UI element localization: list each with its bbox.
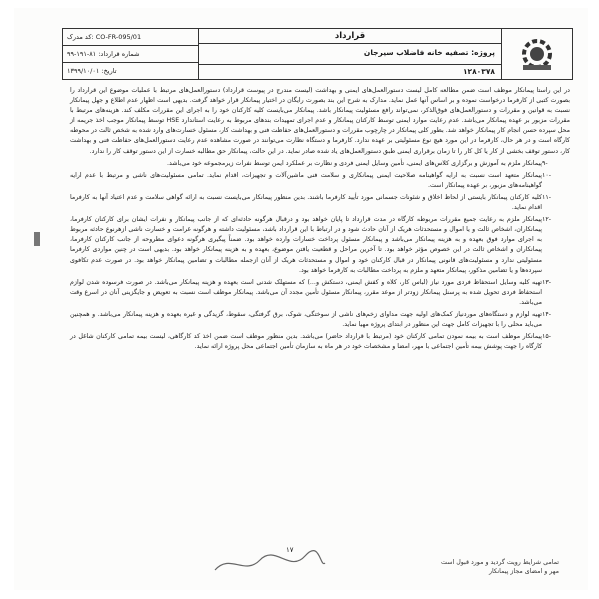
- contract-body: [70, 86, 570, 352]
- margin-mark: [34, 232, 40, 246]
- clause-item: [70, 171, 570, 191]
- clause-item: [70, 310, 570, 330]
- document-header: [62, 28, 573, 80]
- clause-text: پیمانکار ملزم به رعایت جمیع مقررات مربوطه کارگاه در مدت قرارداد تا پایان خواهد بود و درقبال هرگونه حادثه‌ای که از جانب پیمانکار و نفرات ایشان برای کارکنان کارفرما، پیمانکاران، اشخاص ثالث و یا اموال و مستحدثات هریک از آنان حادث شود و در ارتباط با این قرارداد باشد، مسئولیت داشته و هرگونه غرامت و خسارت ناشی ازهرنوع حادثه مربوط به اجرای موارد فوق بعهده و به هزینه پیمانکار می‌باشد و پیمانکار مسئول پرداخت خسارات وارده خواهد بود. ضمناً پیگیری هرگونه دعوای مطروحه از جانب کارکنان کارفرما، پیمانکاران و اشخاص ثالث در این خصوص مؤثر خواهد بود. تا آخرین مراحل و قطعیت یافتن موضوع، بعهده و به هزینه پیمانکار خواهد بود. بدیهی است در چنین مواردی کارفرما مسئولیتی ندارد و مسئولیت‌های قانونی پیمانکار در قبال کارکنان خود و اموال و مستحدثات هریک از آنان ازجمله مطالبات و تضامین پیمانکار خواهد بود. در صورت عدم تکافوی سپرده‌ها و یا تضامین مذکور، پیمانکار متعهد و ملزم به پرداخت مطالبات به کارفرما خواهد بود.: [70, 216, 542, 274]
- clause-text: تهیه کلیه وسایل استحفاظ فردی مورد نیاز (لباس کار، کلاه و کفش ایمنی، دستکش و...) که مستهلک شدنی است بعهده و هزینه پیمانکار می‌باشد. در صورت فرسوده شدن لوازم استحفاظ فردی تحویل شده به پرسنل پیمانکار زودتر از موعد مقرر، پیمانکار مسئول تأمین مجدد آن می‌باشد. پیمانکار موظف است نسبت به تعویض و جایگزینی آنان در اسرع وقت می‌باشد.: [70, 278, 542, 306]
- company-logo: [502, 29, 572, 79]
- clause-number: -۱۴: [542, 310, 552, 318]
- clause-item: [70, 193, 570, 213]
- clause-number: -۱۰: [542, 171, 552, 179]
- gear-logo-icon: [515, 35, 559, 73]
- clause-number: -۱۲: [542, 216, 552, 224]
- signature-note: [441, 558, 559, 576]
- acceptance-line: تمامی شرایط رویت گردید و مورد قبول است: [441, 559, 559, 566]
- clause-text: پیمانکار موظف است به بیمه نمودن تمامی کارکنان خود (مرتبط با قرارداد حاضر) می‌باشد. بدین منظور موظف است ضمن اخذ کد کارگاهی، لیست بیمه تمامی کارکنان شاغل در کارگاه را جهت پوشش بیمه تأمین اجتماعی با مهر، امضا و مشخصات خود در هر ماه به سازمان تأمین اجتماعی محل پروژه ارائه نماید.: [70, 333, 542, 351]
- clause-item: [70, 215, 570, 276]
- clause-number: -۱۱: [542, 193, 552, 201]
- clause-item: [70, 332, 570, 352]
- reference-number: ۱۲۸۰۳۷۸: [462, 67, 495, 76]
- signature-scribble: [210, 548, 330, 578]
- clause-text: کلیه کارکنان پیمانکار بایستی از لحاظ اخلاق و شئونات جسمانی مورد تأیید کارفرما باشند. بدین منظور پیمانکار می‌بایست نسبت به ارائه گواهی سلامت و عدم اعتیاد آنها به کارفرما اقدام نماید.: [70, 193, 542, 212]
- clause-number: -۹: [542, 159, 548, 167]
- document-title: قرارداد: [199, 29, 501, 44]
- clause-item: [70, 159, 570, 169]
- clause-number: -۱۵: [542, 333, 552, 341]
- contract-date: تاریخ: ۱۳۹۹/۱۰/۰۱: [67, 67, 117, 75]
- signature-line: مهر و امضای مجاز پیمانکار: [488, 568, 559, 575]
- project-name: پروژه: تصفیه خانه فاضلاب سیرجان: [199, 44, 501, 65]
- page-number: ۱۷: [286, 546, 294, 554]
- clause-number: -۱۳: [542, 278, 552, 286]
- header-meta: [63, 29, 199, 79]
- contract-number: شماره قرارداد: ۸۱-۱۹۱-۹۹: [63, 46, 198, 63]
- clause-text: تهیه لوازم و دستگاه‌های موردنیاز کمک‌های اولیه جهت مداوای زخم‌های ناشی از سوختگی، شوک، برق گرفتگی، سقوط، گزیدگی و غیره بعهده و هزینه پیمانکار می‌باشد. و همچنین می‌باید محلی را با تجهیزات کامل جهت این منظور در ابتدای پروژه مهیا نماید.: [70, 310, 542, 329]
- clause-text: پیمانکار متعهد است نسبت به ارایه گواهینامه صلاحیت ایمنی پیمانکاری و سلامت فنی ماشین‌آلات و تجهیزات، اقدام نماید. تمامی مسئولیت‌های ناشی و مرتبط با عدم ارایه گواهینامه‌های مزبور، بر عهده پیمانکار است.: [70, 171, 542, 189]
- clause-item: [70, 278, 570, 308]
- intro-paragraph: در این راستا پیمانکار موظف است ضمن مطالعه کامل لیست دستورالعمل‌های ایمنی و بهداشت (لیست مندرج در پیوست قرارداد) دستورالعمل‌های مرتبط با عملیات موضوع این قرارداد را بصورت کتبی از کارفرما درخواست نموده و بر اساس آنها عمل نماید. مدارک به شرح این بند بصورت رایگان در اختیار پیمانکار قرار خواهد گرفت. بدیهی است اظهار عدم اطلاع و جهل پیمانکار نسبت به قوانین و مقررات و دستورالعمل‌های فوق‌الذکر، نمی‌تواند رافع مسئولیت پیمانکار باشد. پیمانکار می‌بایست کلیه کارکنان خود را به اجرای این مقررات مکلف کند. هزینه‌های مرتبط با مقررات مزبور بر عهده پیمانکار می‌باشد. عدم رعایت موارد ایمنی توسط کارکنان پیمانکار و عدم اجرای تمهیدات بندهای مربوط به رعایت استاندارد HSE توسط پیمانکار موجب اخذ جریمه از محل سپرده حسن انجام کار پیمانکار خواهد شد. بطور کلی پیمانکار در چارچوب مقررات و دستورالعمل‌های حفاظت فنی و بهداشت کار، مسئول خسارت‌های وارد شده به شخص ثالث در محوطه کارگاه است و در هر حال، کارفرما در این مورد هیچ نوع مسئولیتی بر عهده ندارد. کارفرما و دستگاه نظارت می‌توانند در صورت مشاهده عدم رعایت دستورالعمل‌های حفاظت فنی و بهداشت کار، دستور توقف بخشی از کار یا کل کار را تا زمان برقراری ایمنی طبق دستورالعمل‌های یاد شده صادر نماید. در این حالت، پیمانکار حق مطالبه خسارت از این دستور توقف کار را ندارد.: [70, 87, 570, 155]
- clause-text: پیمانکار ملزم به آموزش و برگزاری کلاس‌های ایمنی، تأمین وسایل ایمنی فردی و نظارت بر عملکرد ایمن توسط نفرات زیرمجموعه خود می‌باشد.: [166, 159, 542, 167]
- doc-code: کد مدرک: CO-FR-095/01: [63, 29, 198, 46]
- header-center: [199, 29, 502, 79]
